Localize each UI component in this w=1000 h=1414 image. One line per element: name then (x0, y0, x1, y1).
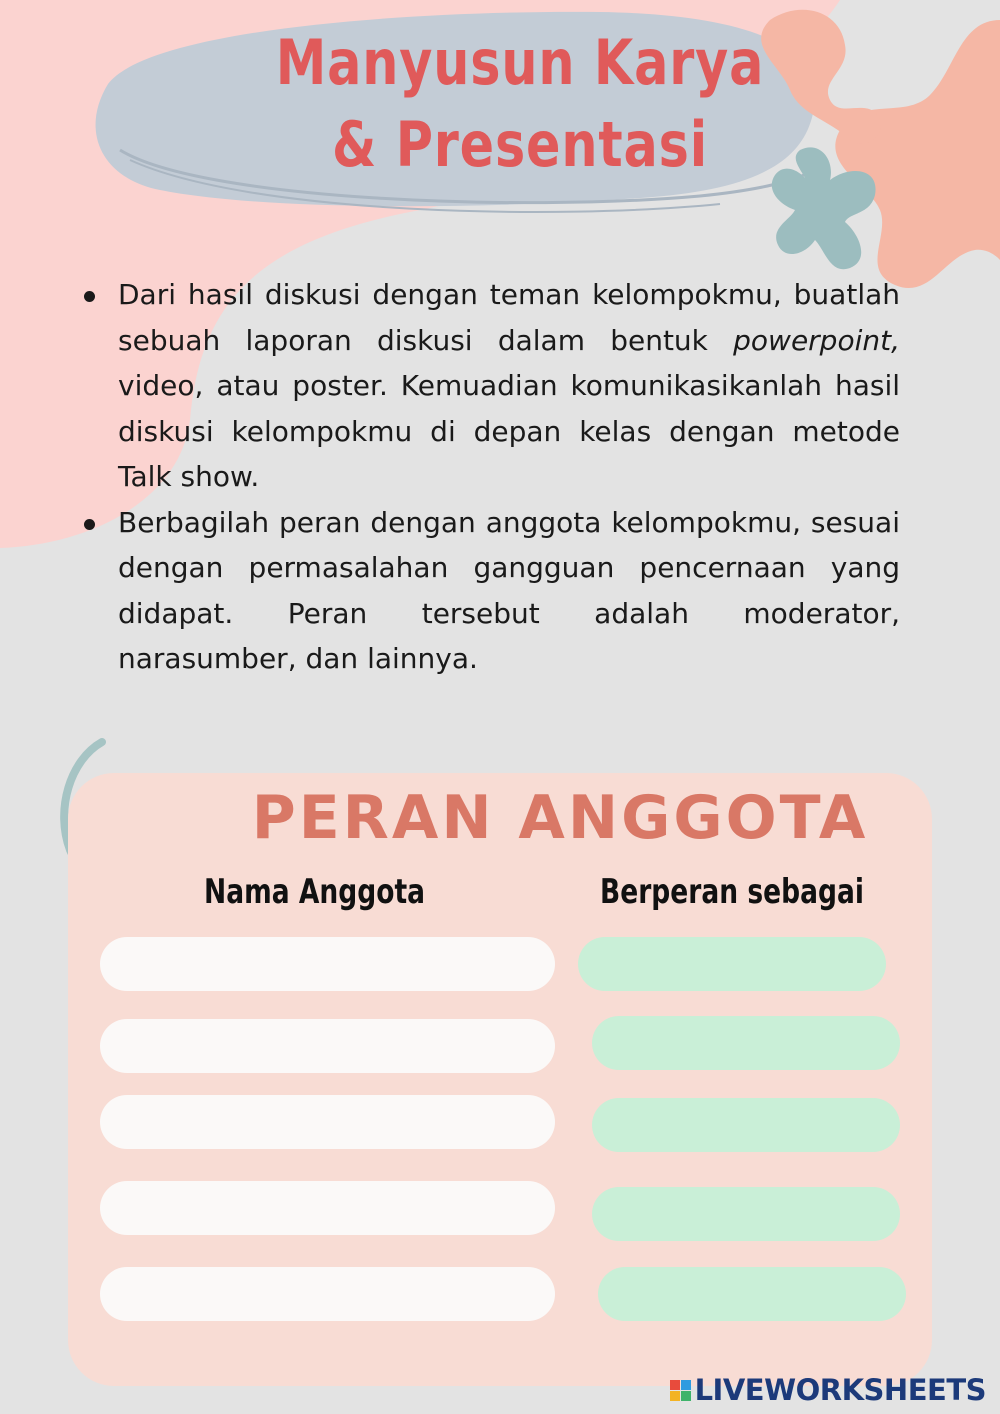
member-role-input-5[interactable] (598, 1267, 906, 1321)
bullet-icon (84, 519, 95, 530)
title-line-1: Manyusun Karya (275, 26, 765, 99)
member-name-input-2[interactable] (100, 1019, 555, 1073)
column-header-name: Nama Anggota (204, 872, 426, 912)
instruction-text-1b: video, atau poster. Kemuadian komunikasikanlah hasil diskusi kelompokmu di depan kelas dengan metode Talk show. (118, 369, 900, 493)
member-name-input-3[interactable] (100, 1095, 555, 1149)
liveworksheets-brand (670, 1373, 986, 1407)
member-name-input-1[interactable] (100, 937, 555, 991)
member-name-input-4[interactable] (100, 1181, 555, 1235)
brand-name: LIVEWORKSHEETS (694, 1373, 986, 1407)
instruction-list (78, 272, 900, 682)
member-role-input-2[interactable] (592, 1016, 900, 1070)
column-header-role: Berperan sebagai (600, 872, 864, 912)
liveworksheets-logo-icon (670, 1380, 691, 1401)
instruction-item (78, 500, 900, 682)
roles-card-title: PERAN ANGGOTA (251, 783, 869, 853)
instruction-item (78, 272, 900, 500)
instruction-text-1-italic: powerpoint, (733, 323, 900, 357)
member-name-input-5[interactable] (100, 1267, 555, 1321)
instruction-text-1a: Dari hasil diskusi dengan teman kelompokmu, buatlah sebuah laporan diskusi dalam bentuk (118, 278, 900, 357)
member-role-input-4[interactable] (592, 1187, 900, 1241)
title-line-2: & Presentasi (332, 108, 708, 181)
member-role-input-3[interactable] (592, 1098, 900, 1152)
member-role-input-1[interactable] (578, 937, 886, 991)
page-title (241, 22, 799, 186)
bullet-icon (84, 291, 95, 302)
instruction-text-2: Berbagilah peran dengan anggota kelompokmu, sesuai dengan permasalahan gangguan pencernaan yang didapat. Peran tersebut adalah moderator, narasumber, dan lainnya. (118, 505, 900, 675)
